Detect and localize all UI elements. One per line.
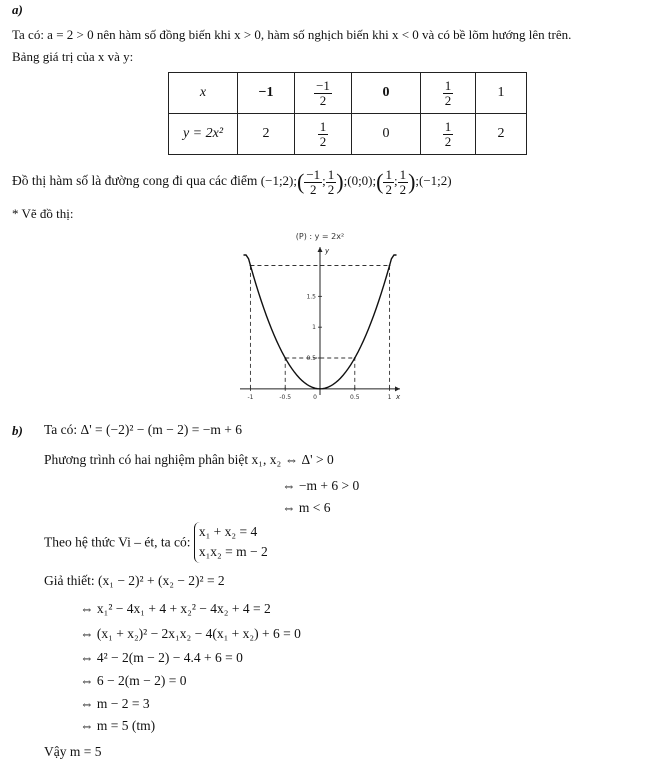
table-cell: $\frac{-1}{2}$ xyxy=(295,73,352,114)
data-point xyxy=(284,357,286,359)
step-1: ⇔ x₁² − 4x₁ + 4 + x₂² − 4x₂ + 4 = 2 xyxy=(80,601,271,616)
table-cell: 2 xyxy=(476,114,527,155)
step-5: ⇔ m − 2 = 3 xyxy=(80,696,150,711)
data-point xyxy=(319,388,321,390)
condition-step-2: ⇔ m < 6 xyxy=(282,500,331,515)
table-cell: $\frac{1}{2}$ xyxy=(421,73,476,114)
condition-step-1: ⇔ −m + 6 > 0 xyxy=(282,478,360,493)
part-b-label: b) xyxy=(12,423,23,438)
hypothesis-line: Giả thiết: (x₁ − 2)² + (x₂ − 2)² = 2 xyxy=(44,573,225,588)
y-tick-label: 0.5 xyxy=(306,355,316,362)
x-tick-label: -0.5 xyxy=(279,393,292,401)
table-intro: Bảng giá trị của x và y: xyxy=(12,49,134,64)
table-row xyxy=(169,114,527,155)
data-point xyxy=(389,265,391,267)
y-tick-label: 1 xyxy=(312,324,316,332)
table-cell: 2 xyxy=(238,114,295,155)
points-list: (−1;2);( $\frac{-1}{2}$ ; $\frac{1}{2}$ );(0;0);( $\frac{1}{2}$ ; $\frac{1}{2}$ );(−1;2) xyxy=(260,167,452,197)
part-a-label: a) xyxy=(12,2,23,17)
delta-line: Ta có: Δ' = (−2)² − (m − 2) = −m + 6 xyxy=(44,422,242,437)
y-axis-arrow xyxy=(318,247,323,252)
step-3: ⇔ 4² − 2(m − 2) − 4.4 + 6 = 0 xyxy=(80,650,243,665)
y-tick-label: 1.5 xyxy=(306,293,316,301)
step-6: ⇔ m = 5 (tm) xyxy=(80,718,156,733)
x-axis-label: x xyxy=(396,392,401,401)
table-header-y: y = 2x² xyxy=(169,114,238,155)
condition-line: Phương trình có hai nghiệm phân biệt x₁, x₂ ⇔ Δ' > 0 xyxy=(44,452,334,467)
chart-title: (P) : y = 2x² xyxy=(295,232,345,241)
vieta-system: x₁ + x₂ = 4 x₁x₂ = m − 2 xyxy=(194,522,268,563)
draw-label: * Vẽ đồ thị: xyxy=(12,206,74,221)
x-tick-label: -1 xyxy=(247,393,254,401)
table-cell: $\frac{1}{2}$ xyxy=(421,114,476,155)
value-table xyxy=(168,72,527,155)
table-cell: 1 xyxy=(476,73,527,114)
table-cell: 0 xyxy=(352,114,421,155)
table-cell: −1 xyxy=(238,73,295,114)
vieta-block: Theo hệ thức Vi – ét, ta có: x₁ + x₂ = 4 x₁x₂ = m − 2 xyxy=(44,522,268,563)
x-tick-label: 0 xyxy=(313,393,317,401)
part-a-intro: Ta có: a = 2 > 0 nên hàm số đồng biến khi x > 0, hàm số nghịch biến khi x < 0 và có bề lõm hướng lên trên. xyxy=(12,27,572,42)
x-tick-label: 0.5 xyxy=(350,393,360,401)
data-point xyxy=(250,265,252,267)
x-tick-label: 1 xyxy=(387,393,392,401)
points-line: Đồ thị hàm số là đường cong đi qua các điểm (−1;2);( $\frac{-1}{2}$ ; $\frac{1}{2}$ );(0;0);( $\frac{1}{2}$ ; $\frac{1}{2}$ );(−1;2) xyxy=(12,167,452,197)
parabola-chart xyxy=(230,225,410,405)
y-axis-label: y xyxy=(325,247,330,255)
table-row xyxy=(169,73,527,114)
step-4: ⇔ 6 − 2(m − 2) = 0 xyxy=(80,673,187,688)
table-cell: 0 xyxy=(352,73,421,114)
conclusion: Vậy m = 5 xyxy=(44,744,102,759)
table-header-x: x xyxy=(169,73,238,114)
x-axis-arrow xyxy=(395,386,400,391)
step-2: ⇔ (x₁ + x₂)² − 2x₁x₂ − 4(x₁ + x₂) + 6 = 0 xyxy=(80,626,301,641)
table-cell: $\frac{1}{2}$ xyxy=(295,114,352,155)
data-point xyxy=(354,357,356,359)
